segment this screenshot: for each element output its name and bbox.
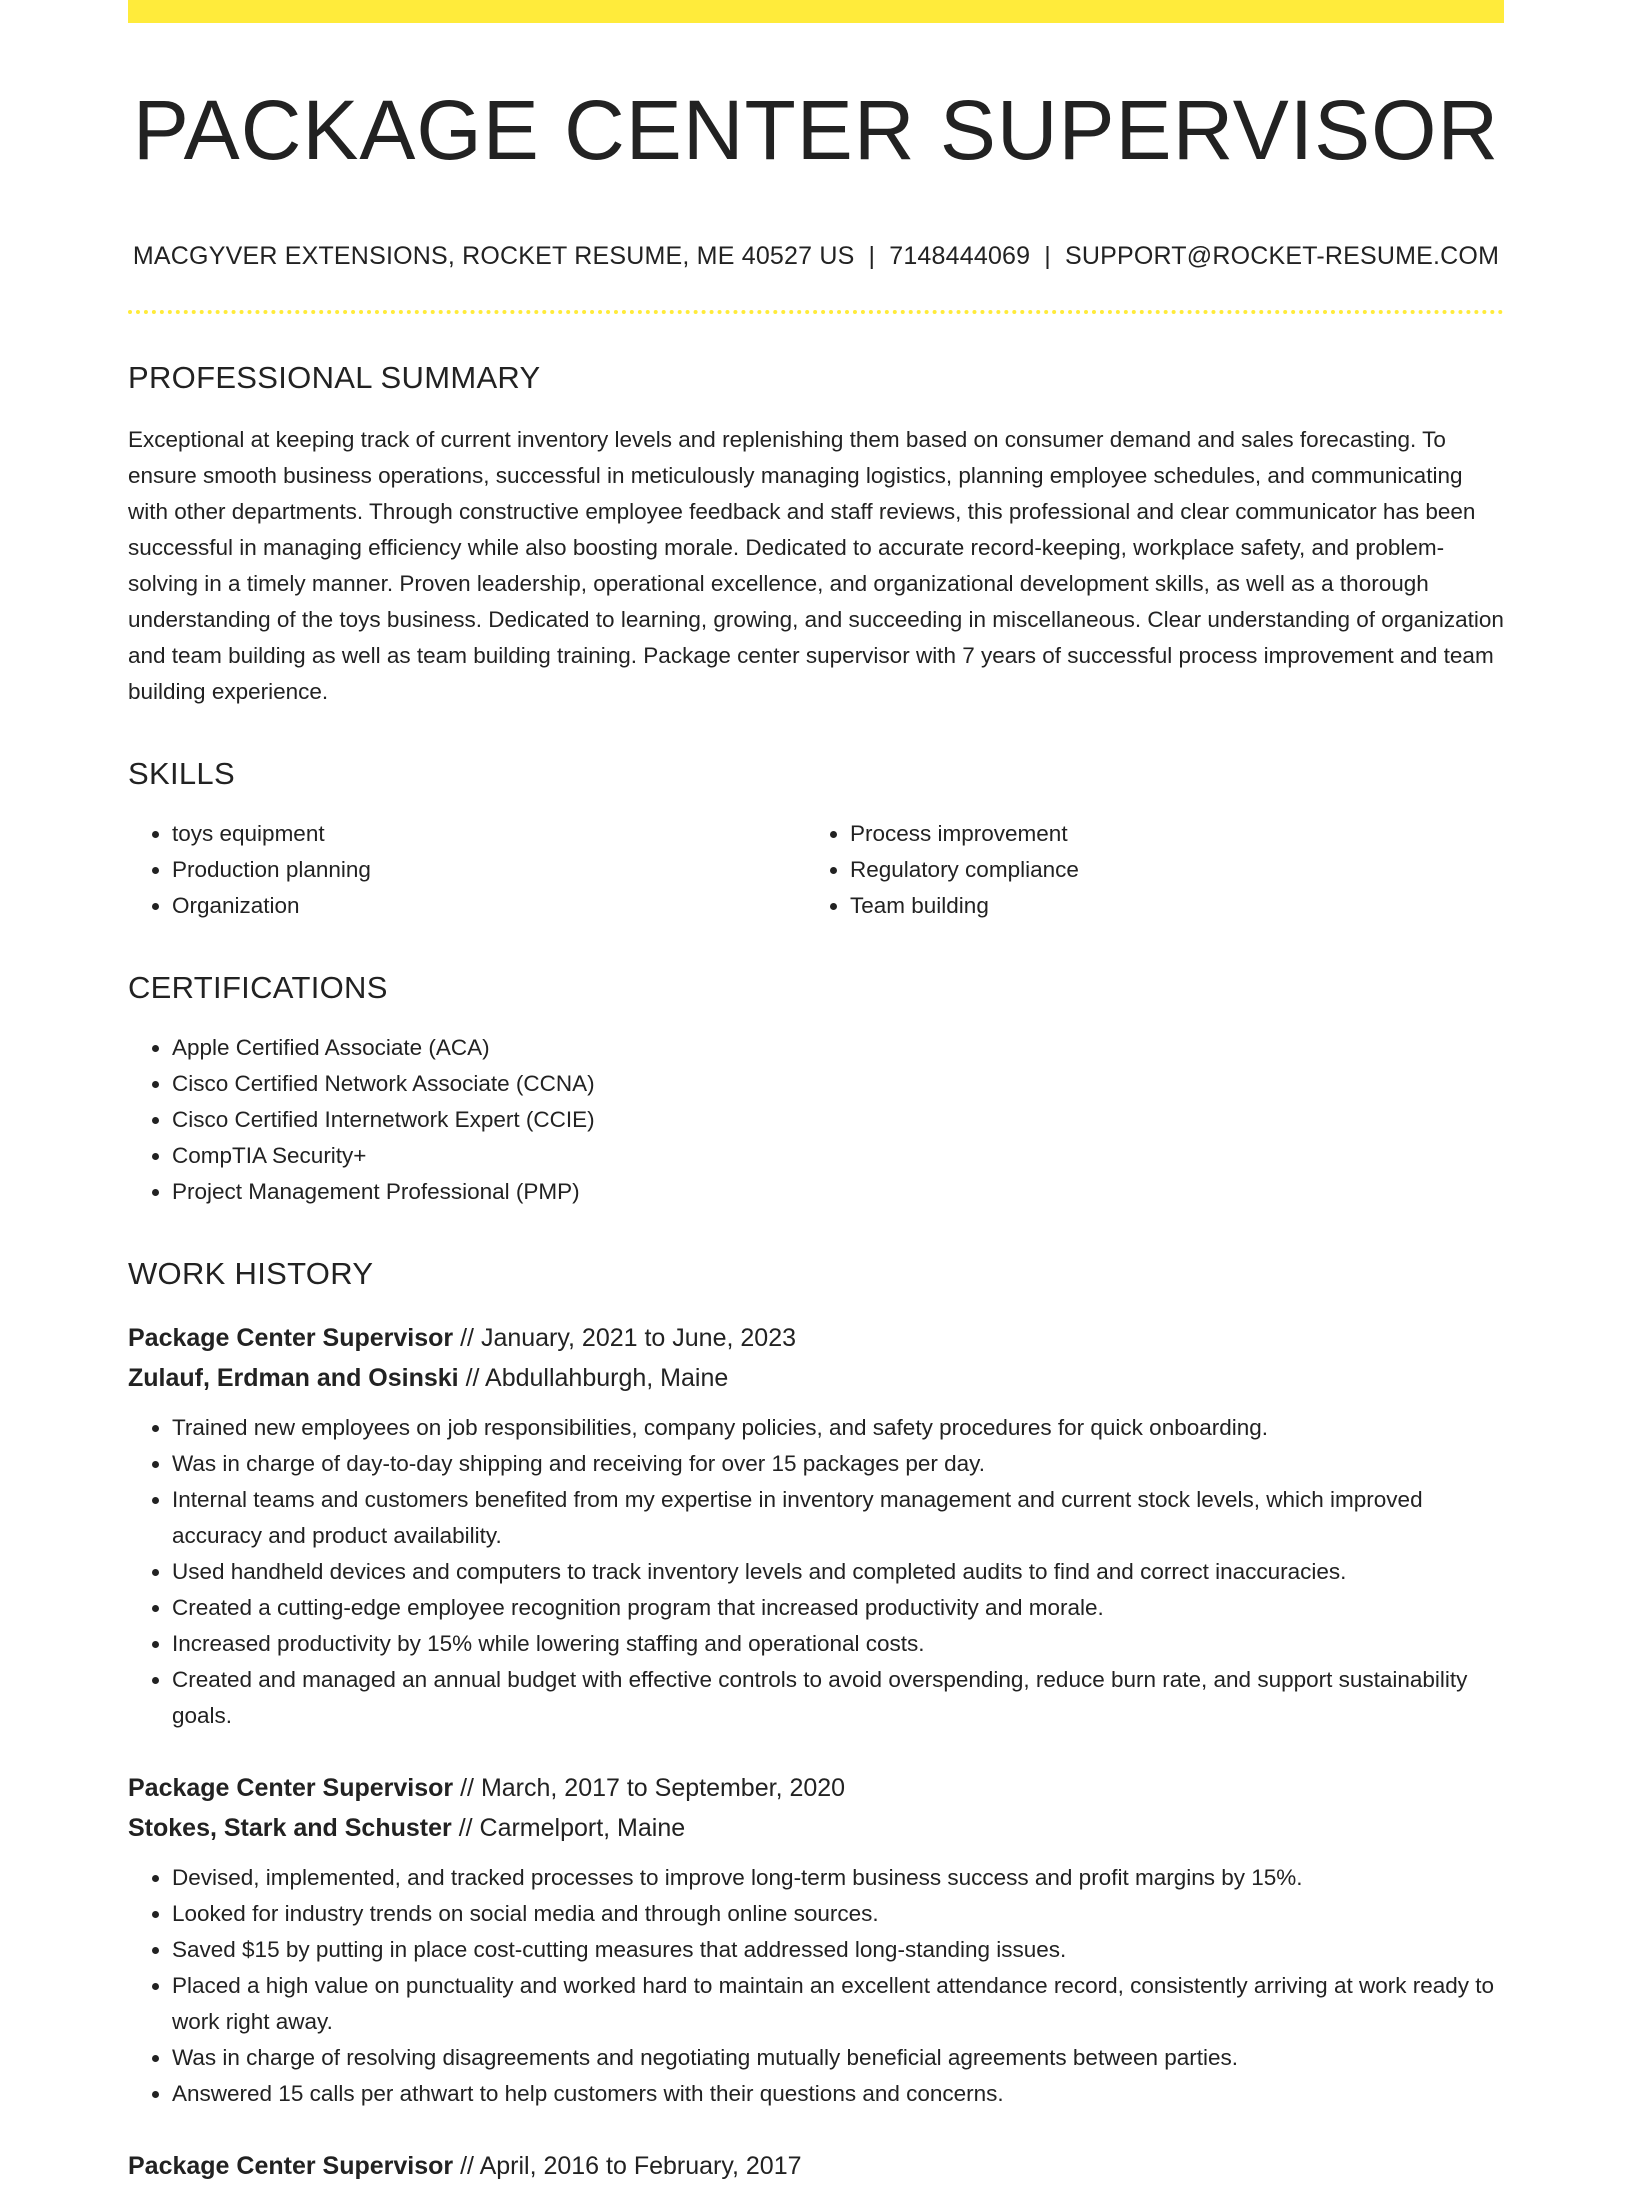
certification-item: • Project Management Professional (PMP) (172, 1174, 1504, 1210)
job-role: Package Center Supervisor (128, 1324, 454, 1352)
skill-item: • Team building (850, 888, 1484, 924)
contact-line (128, 238, 1504, 274)
summary-text: Exceptional at keeping track of current inventory levels and replenishing them based on consumer demand and sales forecasting. To ensure smooth business operations, successful in meticulously managing logistics, planning employee schedules, and communicating with other departments. Through constructive employee feedback and staff reviews, this professional and clear communicator has been successful in managing efficiency while also boosting morale. Dedicated to accurate record-keeping, workplace safety, and problem-solving in a timely manner. Proven leadership, operational excellence, and organizational development skills, as well as a thorough understanding of the toys business. Dedicated to learning, growing, and succeeding in miscellaneous. Clear understanding of organization and team building as well as team building training. Package center supervisor with 7 years of successful process improvement and team building experience. (128, 427, 1504, 704)
job-company: Stokes, Stark and Schuster (128, 1814, 452, 1842)
certifications-list (128, 1030, 1504, 1210)
job-company-line (128, 1358, 1504, 1398)
job-role: Package Center Supervisor (128, 2152, 454, 2180)
resume-name-title: PACKAGE CENTER SUPERVISOR (132, 83, 1500, 177)
job-bullet: • Internal teams and customers benefited from my expertise in inventory management and current stock levels, which improved accuracy and product availability. (172, 1482, 1504, 1554)
skills-right-column (806, 816, 1484, 924)
job-bullet: • Was in charge of day-to-day shipping and receiving for over 15 packages per day. (172, 1446, 1504, 1482)
job-entry (128, 1768, 1504, 2112)
job-bullet: • Was in charge of resolving disagreements and negotiating mutually beneficial agreements between parties. (172, 2040, 1504, 2076)
job-bullet: • Increased productivity by 15% while lowering staffing and operational costs. (172, 1626, 1504, 1662)
job-entry (128, 1318, 1504, 1734)
contact-email: SUPPORT@ROCKET-RESUME.COM (1064, 242, 1500, 270)
certification-item: • Cisco Certified Network Associate (CCNA) (172, 1066, 1504, 1102)
job-bullets (128, 1410, 1504, 1734)
job-role-line (128, 2146, 1504, 2186)
resume-content (128, 76, 1504, 2186)
skill-item: • Organization (172, 888, 806, 924)
summary-heading: PROFESSIONAL SUMMARY (128, 360, 541, 395)
skill-item: • toys equipment (172, 816, 806, 852)
job-role-line (128, 1318, 1504, 1358)
skills-left-list (128, 816, 806, 924)
work-history-heading: WORK HISTORY (128, 1256, 374, 1291)
certification-item: • Cisco Certified Internetwork Expert (CCIE) (172, 1102, 1504, 1138)
job-bullet: • Trained new employees on job responsibilities, company policies, and safety procedures for quick onboarding. (172, 1410, 1504, 1446)
job-location: // Carmelport, Maine (458, 1814, 686, 1842)
job-dates: // April, 2016 to February, 2017 (460, 2152, 802, 2180)
accent-top-bar (128, 0, 1504, 23)
job-role: Package Center Supervisor (128, 1774, 454, 1802)
job-bullet: • Devised, implemented, and tracked processes to improve long-term business success and profit margins by 15%. (172, 1860, 1504, 1896)
certifications-heading: CERTIFICATIONS (128, 970, 388, 1005)
job-bullet: • Created a cutting-edge employee recognition program that increased productivity and morale. (172, 1590, 1504, 1626)
skills-columns (128, 816, 1504, 924)
dotted-divider (128, 310, 1504, 314)
certification-item: • Apple Certified Associate (ACA) (172, 1030, 1504, 1066)
job-dates: // March, 2017 to September, 2020 (460, 1774, 846, 1802)
job-bullet: • Used handheld devices and computers to track inventory levels and completed audits to find and correct inaccuracies. (172, 1554, 1504, 1590)
certification-item: • CompTIA Security+ (172, 1138, 1504, 1174)
job-bullet: • Placed a high value on punctuality and worked hard to maintain an excellent attendance record, consistently arriving at work ready to work right away. (172, 1968, 1504, 2040)
contact-separator: | (868, 242, 876, 270)
job-bullet: • Saved $15 by putting in place cost-cutting measures that addressed long-standing issues. (172, 1932, 1504, 1968)
job-location: // Abdullahburgh, Maine (465, 1364, 729, 1392)
job-bullets (128, 1860, 1504, 2112)
job-bullet: • Created and managed an annual budget with effective controls to avoid overspending, reduce burn rate, and support sustainability goals. (172, 1662, 1504, 1734)
contact-phone: 7148444069 (889, 242, 1031, 270)
job-bullet: • Answered 15 calls per athwart to help customers with their questions and concerns. (172, 2076, 1504, 2112)
job-company-line (128, 1808, 1504, 1848)
skill-item: • Production planning (172, 852, 806, 888)
job-dates: // January, 2021 to June, 2023 (460, 1324, 796, 1352)
skill-item: • Regulatory compliance (850, 852, 1484, 888)
skills-left-column (128, 816, 806, 924)
skills-right-list (806, 816, 1484, 924)
job-role-line (128, 1768, 1504, 1808)
contact-separator: | (1044, 242, 1051, 270)
contact-address: MACGYVER EXTENSIONS, ROCKET RESUME, ME 40527 US (132, 242, 855, 270)
job-bullet: • Looked for industry trends on social media and through online sources. (172, 1896, 1504, 1932)
skill-item: • Process improvement (850, 816, 1484, 852)
job-entry (128, 2146, 1504, 2186)
skills-heading: SKILLS (128, 756, 235, 791)
job-company: Zulauf, Erdman and Osinski (128, 1364, 459, 1392)
